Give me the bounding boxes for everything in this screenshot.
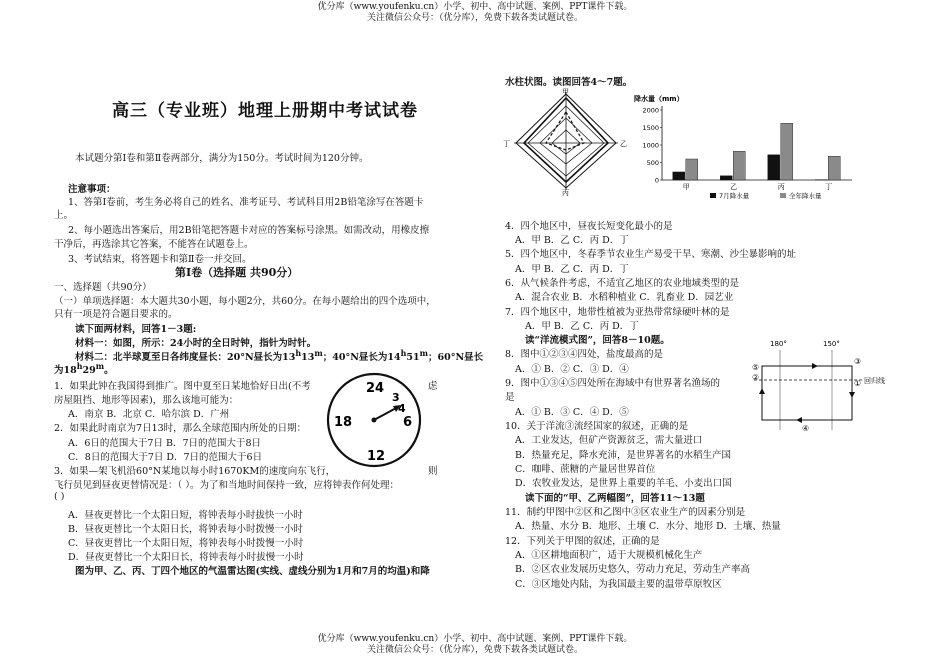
intro-text: 本试题分第Ⅰ卷和第Ⅱ卷两部分，满分为150分。考试时间为120分钟。 [75, 153, 369, 164]
question-10-option-a: A．工业发达，但矿产资源贫乏，需大量进口 [515, 435, 703, 446]
notice-3: 3、考试结束，将答题卡和第Ⅱ卷一并交回。 [68, 254, 252, 265]
question-9b: 是 [505, 392, 515, 403]
map-arrow-left [759, 388, 765, 394]
question-7: 7．四个地区中，地带性植被为亚热带常绿硬叶林的是 [505, 307, 730, 318]
chart-y-tick-label: 0 [654, 176, 659, 185]
question-3a: 3．如果—架飞机沿60°N某地以每小时1670KM的速度向东飞行， [54, 466, 336, 477]
chart-bar [686, 159, 698, 180]
chart-y-tick-label: 1500 [642, 124, 659, 132]
figure-heading-cont: 水柱状图。读图回答4～7题。 [505, 77, 633, 88]
question-7-options: A．甲 B．乙 C．丙 D．丁 [525, 321, 639, 332]
question-8-options: A．① B．② C．③ D．④ [515, 364, 629, 375]
question-9a: 9．图中①③④⑤四处所在海域中有世界著名渔场的 [505, 378, 721, 389]
figure-heading: 图为甲、乙、丙、丁四个地区的气温雷达图(实线、虚线分别为1月和7月的均温)和降 [75, 566, 430, 577]
question-8: 8．图中①②③④四处，盐度最高的是 [505, 349, 664, 360]
chart-bar [733, 151, 745, 180]
page-footer-line1: 优分库（www.youfenku.cn）小学、初中、高中试题、案例、PPT课件下载。 [317, 634, 633, 644]
chart-bar [768, 155, 780, 180]
chart-x-tick-label: 甲 [682, 183, 690, 191]
question-12: 12．下列关于甲图的叙述，正确的是 [505, 536, 660, 547]
material-heading: 读下面两材料，回答1－3题: [75, 324, 197, 335]
question-12-option-b: B．②区农业发展历史悠久，劳动力充足，劳动生产率高 [515, 564, 750, 575]
clock-hour-hand [374, 407, 398, 420]
part1-heading: 第Ⅰ卷（选择题 共90分） [175, 266, 299, 279]
read-figures-heading: 读下面的“甲、乙两幅图”，回答11～13题 [525, 493, 705, 504]
chart-bar [720, 176, 732, 180]
radar-label-top: 甲 [562, 88, 569, 96]
read-current-heading: 读“洋流模式图”，回答8－10题。 [525, 335, 670, 346]
chart-legend-swatch [710, 193, 716, 198]
question-3c: ( ) [54, 491, 65, 502]
question-3a-end: 则 [428, 466, 438, 477]
question-2: 2．如果此时南京为7日13时，那么全球范围内所处的日期： [54, 423, 307, 434]
map-current-loop [762, 366, 852, 420]
question-3-option-b: B．昼夜更替比一个太阳日长，将钟表每小时拨慢一小时 [68, 524, 303, 535]
material-2a: 材料二：北半球夏至日各纬度昼长：20°N昼长为13$^h$13$^m$；40°N昼长为14$^h$51$^m$；60°N昼长 [75, 349, 484, 364]
map-marker-4: ④ [802, 424, 810, 433]
clock-center [372, 418, 377, 423]
chart-x-tick-label: 丁 [825, 183, 833, 191]
clock-label-3: 3 [392, 391, 400, 404]
section1-instr-1: （一）单项选择题：本大题共30小题，每小题2分，共60分。在每小题给出的四个选项中， [54, 296, 436, 307]
question-5-options: A．甲 B．乙 C．丙 D．丁 [515, 264, 629, 275]
question-12-option-c: C．③区地处内陆，为我国最主要的温带草原牧区 [515, 579, 722, 590]
notice-2b: 干净后，再选涂其它答案，不能答在试题卷上。 [54, 239, 254, 250]
question-5: 5．四个地区中，冬春季节农业生产易受干旱、寒潮、沙尘暴影响的址 [505, 249, 797, 260]
section1-instr-2: 只有一项是符合题目要求的。 [54, 309, 178, 320]
chart-y-tick-label: 500 [646, 159, 659, 167]
clock-label-18: 18 [334, 415, 353, 430]
radar-label-right: 乙 [620, 140, 627, 148]
chart-bar [781, 123, 793, 180]
notice-1b: 上。 [54, 210, 74, 221]
chart-legend-label: 7月降水量 [719, 192, 750, 200]
map-arrow-bottom [796, 417, 802, 423]
section1-heading: 一、选择题（共90分） [54, 282, 152, 293]
chart-x-tick-label: 乙 [730, 183, 738, 191]
question-10: 10．关于洋流③流经国家的叙述，正确的是 [505, 421, 689, 432]
question-10-option-b: B．热量充足，降水充沛，是世界著名的水稻生产国 [515, 450, 731, 461]
page-title: 高三（专业班）地理上册期中考试试卷 [112, 101, 418, 121]
question-2-options-1: A．6日的范围大于7日 B．7日的范围大于8日 [68, 438, 262, 449]
map-arrow-right [849, 392, 855, 398]
ocean-current-map [752, 336, 885, 436]
map-marker-3: ③ [854, 357, 862, 366]
map-longitude-180: 180° [770, 340, 787, 348]
notice-1a: 1、答第Ⅰ卷前，考生务必将自己的姓名、准考证号、考试科目用2B铅笔涂写在答题卡 [68, 197, 424, 208]
notice-2a: 2、每小题选出答案后，用2B铅笔把答题卡对应的答案标号涂黑。如需改动，用橡皮擦 [68, 225, 430, 236]
question-6: 6．从气候条件考虑，不适宜乙地区的农业地域类型的是 [505, 278, 740, 289]
question-3-option-c: C．昼夜更替比一个太阳日短，将钟表每小时拨慢一小时 [68, 538, 304, 549]
map-marker-2: ② [752, 373, 760, 382]
question-4: 4．四个地区中，昼夜长短变化最小的是 [505, 221, 673, 232]
chart-bar [673, 172, 685, 180]
page-header-line1: 优分库（www.youfenku.cn）小学、初中、高中试题、案例、PPT课件下载。 [317, 2, 633, 12]
material-2b: 为18$^h$29$^m$。 [54, 362, 114, 377]
clock-label-24: 24 [366, 381, 385, 396]
question-1a: 1．如果此钟在我国得到推广。图中夏至日某地恰好日出(不考 [54, 381, 311, 392]
clock-figure [322, 370, 427, 470]
radar-label-left: 丁 [503, 140, 510, 148]
map-tropic-label: 回归线 [864, 377, 885, 385]
question-9-options: A．① B．③ C．④ D．⑤ [515, 407, 629, 418]
page-footer-line2: 关注微信公众号：（优分库），免费下载各类试题试卷。 [366, 645, 583, 655]
map-marker-5: ⑤ [752, 363, 760, 372]
precipitation-bar-chart [632, 92, 864, 208]
question-10-option-c: C．咖啡、蔗糖的产量居世界首位 [515, 464, 656, 475]
chart-y-tick-label: 1000 [642, 141, 659, 150]
question-3-option-d: D．昼夜更替比一个太阳日长，将钟表每小时拔慢一小时 [68, 552, 304, 563]
question-11: 11．制约甲图中②区和乙图中③区农业生产的因素分别是 [505, 507, 746, 518]
material-1: 材料一：如图，所示：24小时的全日时钟，指针为时针。 [75, 338, 317, 349]
radar-label-bottom: 丙 [562, 189, 569, 197]
question-3b: 飞行员见到昼夜更替情况是：（ ）。为了和当地时间保持一致，应将钟表作何处理： [54, 480, 400, 491]
clock-label-12: 12 [367, 449, 386, 464]
question-10-option-d: D．农牧业发达，是世界上重要的羊毛、小麦出口国 [515, 478, 732, 489]
chart-legend-swatch [780, 193, 786, 198]
clock-label-6: 6 [403, 415, 413, 430]
question-6-options: A．混合农业 B．水稻种植业 C．乳畜业 D．园艺业 [515, 292, 734, 303]
page-header-line2: 关注微信公众号：（优分库），免费下载各类试题试卷。 [366, 13, 583, 23]
map-arrow-top [812, 363, 818, 369]
chart-ylabel: 降水量（mm） [634, 95, 684, 103]
question-1-options: A．南京 B．北京 C．哈尔滨 D．广州 [68, 409, 230, 420]
chart-y-tick-label: 2000 [642, 106, 659, 115]
map-marker-1: ① [854, 379, 862, 388]
chart-legend-label: 全年降水量 [789, 192, 822, 200]
notice-heading: 注意事项： [68, 184, 116, 195]
map-longitude-150: 150° [823, 340, 840, 348]
question-1a-end: 虑 [428, 381, 438, 392]
question-2-options-2: C．8日的范围大于7日 D．7日的范围大于6日 [68, 452, 263, 463]
question-4-options: A．甲 B．乙 C．丙 D．丁 [515, 235, 629, 246]
clock-label-4: 4 [398, 402, 406, 415]
question-1b: 房屋阻挡、地形等因素)，那么该地可能为： [54, 395, 239, 406]
question-3-option-a: A．昼夜更替比一个太阳日短，将钟表每小时拔快一小时 [68, 510, 303, 521]
question-11-options: A．热量、水分 B．地形、土壤 C．水分、地形 D．土壤、热量 [515, 521, 781, 532]
radar-chart [502, 88, 630, 196]
chart-x-tick-label: 丙 [777, 183, 785, 191]
chart-bar [828, 156, 840, 180]
question-12-option-a: A．①区耕地面积广，适于大规模机械化生产 [515, 550, 703, 561]
